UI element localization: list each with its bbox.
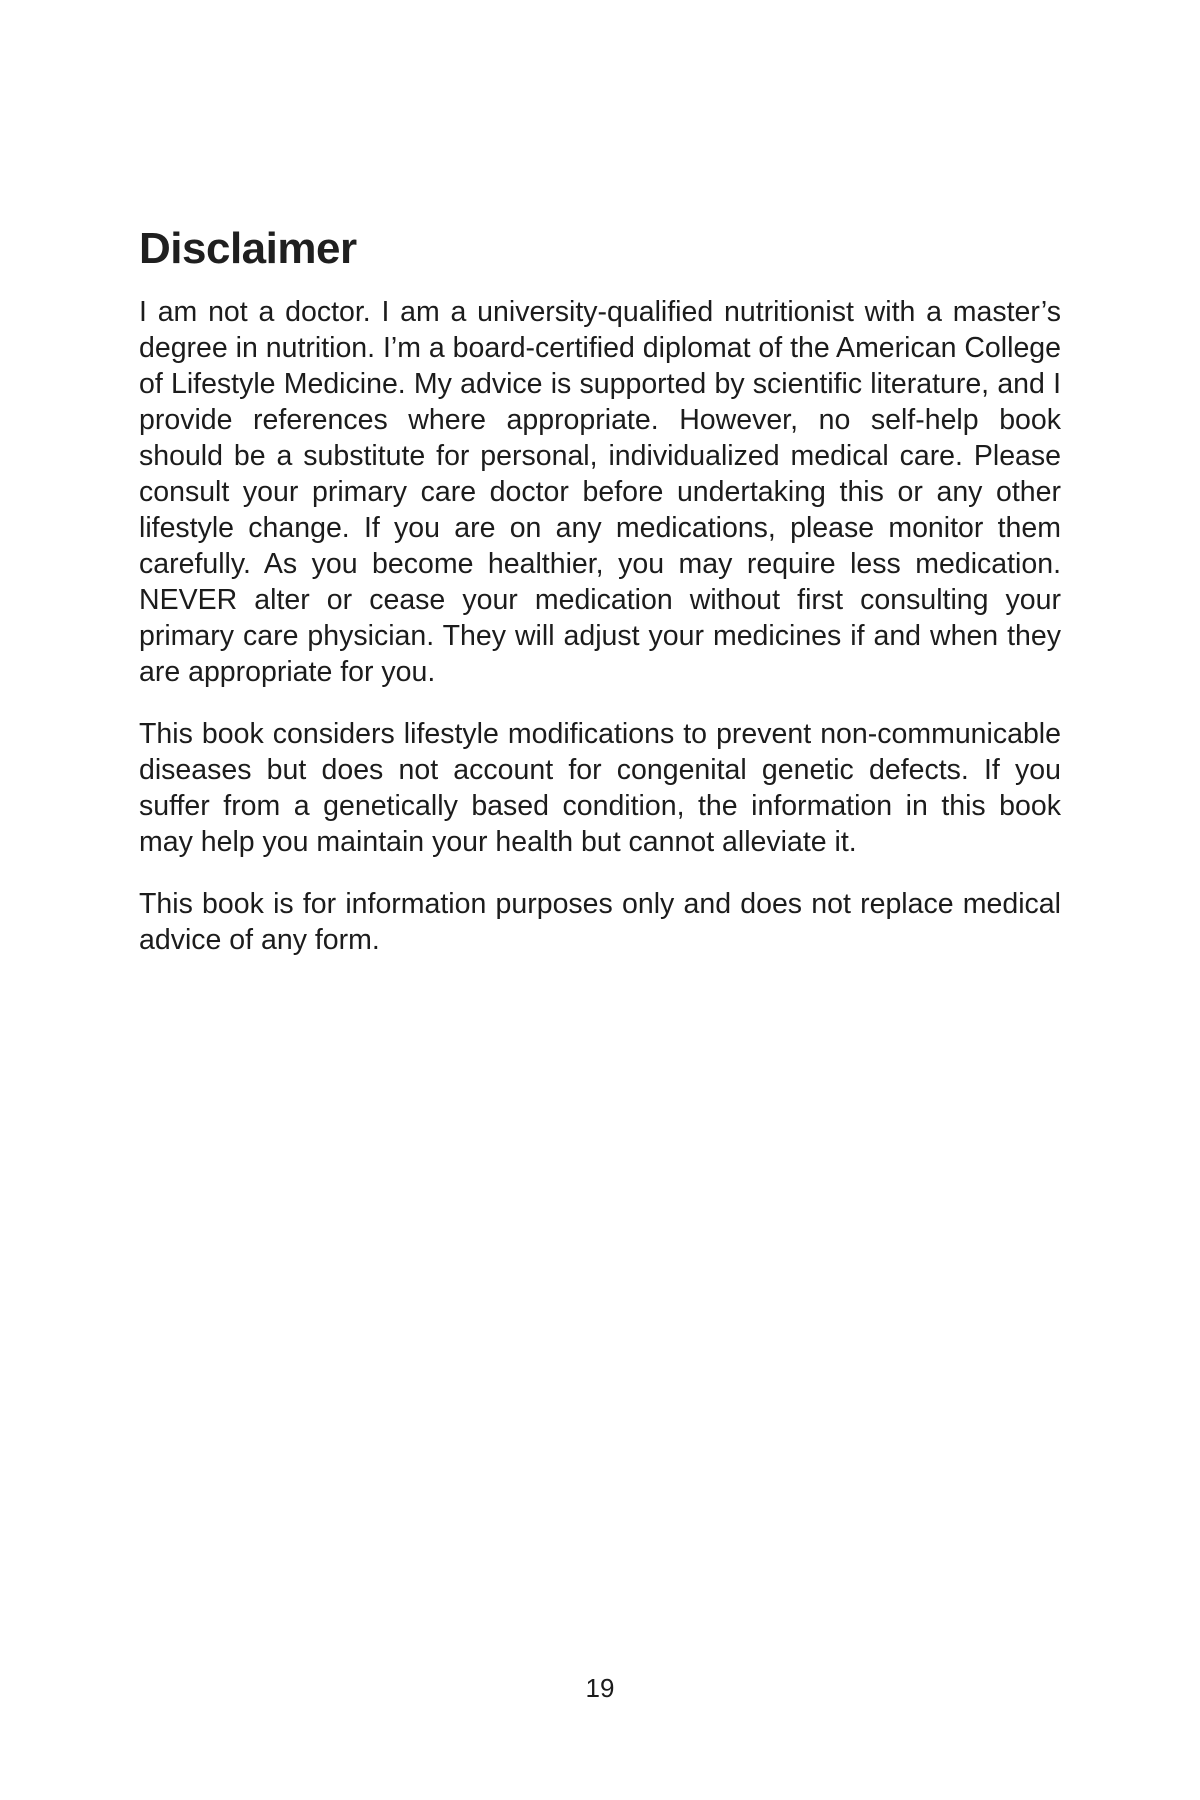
page-content [139,222,1061,984]
paragraph: This book considers lifestyle modifications to prevent non-communicable diseases but does not account for congenital genetic defects. If you suffer from a genetically based condition, the information in this book may help you maintain your health but cannot alleviate it. [139,718,1061,858]
page-number: 19 [585,1673,615,1703]
page-title: Disclaimer [139,224,357,273]
paragraph: This book is for information purposes only and does not replace medical advice of any form. [139,888,1061,956]
paragraph: I am not a doctor. I am a university-qualified nutritionist with a master’s degree in nutrition. I’m a board-certified diplomat of the American College of Lifestyle Medicine. My advice is supported by scientific literature, and I provide references where appropriate. However, no self-help book should be a substitute for personal, individualized medical care. Please consult your primary care doctor before undertaking this or any other lifestyle change. If you are on any medications, please monitor them carefully. As you become healthier, you may require less medication. NEVER alter or cease your medication without first consulting your primary care physician. They will adjust your medicines if and when they are appropriate for you. [139,296,1061,688]
